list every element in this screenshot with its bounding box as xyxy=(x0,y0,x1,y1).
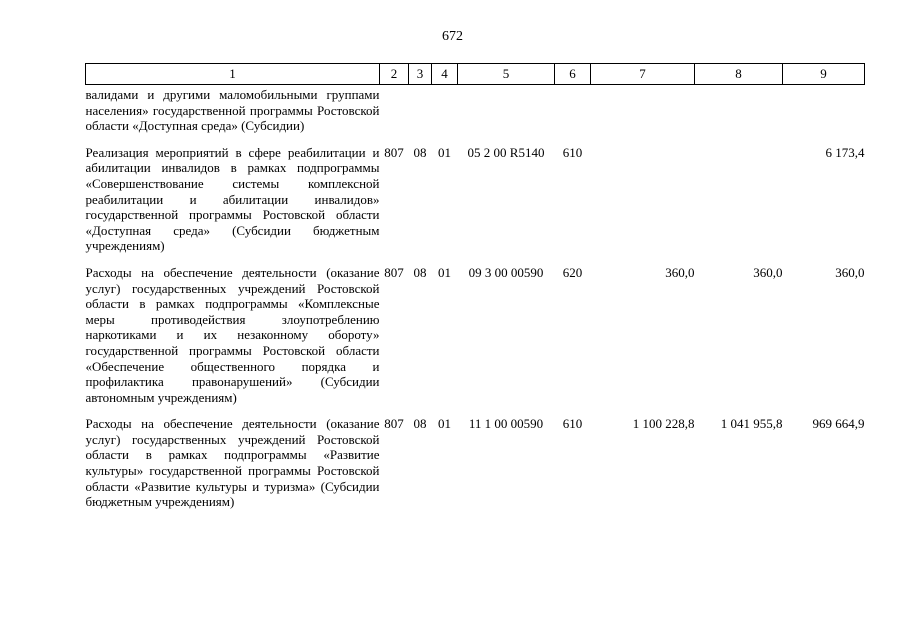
row-expense-type: 610 xyxy=(562,416,583,432)
row-description: валидами и другими маломобильными группами населения» государственной программы Ростовской области «Доступная среда» (Субсидии) xyxy=(85,87,380,134)
row-target-code: 05 2 00 R5140 xyxy=(467,144,545,160)
row-amount-col7 xyxy=(591,134,695,254)
row-amount-col9: 6 173,4 xyxy=(825,144,865,160)
row-amount-col8 xyxy=(695,134,783,254)
row-ministry-code xyxy=(380,85,409,134)
row-target-code: 09 3 00 00590 xyxy=(468,264,544,280)
header-col-5: 5 xyxy=(458,64,555,85)
row-section-code: 08 xyxy=(413,416,427,432)
row-amount-col7 xyxy=(591,85,695,134)
row-description: Расходы на обеспечение деятельности (оказание услуг) государственных учреждений Ростовской области в рамках подпрограммы «Развитие культуры» государственной программы Ростовской области «Развитие культуры и туризма» (Субсидии бюджетным учреждениям) xyxy=(85,416,380,510)
header-col-6: 6 xyxy=(555,64,591,85)
row-expense-type xyxy=(555,85,591,134)
row-amount-col8: 1 041 955,8 xyxy=(720,416,783,432)
header-row xyxy=(86,64,865,85)
header-col-1: 1 xyxy=(86,64,380,85)
row-amount-col9 xyxy=(783,85,865,134)
row-amount-col9: 360,0 xyxy=(835,264,865,280)
table-body xyxy=(86,85,865,510)
header-col-4: 4 xyxy=(432,64,458,85)
row-section-code: 08 xyxy=(413,264,427,280)
row-subsection-code xyxy=(432,85,458,134)
row-amount-col8: 360,0 xyxy=(753,264,783,280)
table-row xyxy=(86,254,865,405)
header-col-3: 3 xyxy=(409,64,432,85)
row-ministry-code: 807 xyxy=(384,264,404,280)
row-amount-col9: 969 664,9 xyxy=(812,416,865,432)
table-row xyxy=(86,85,865,134)
row-target-code: 11 1 00 00590 xyxy=(468,416,544,432)
table-row xyxy=(86,134,865,254)
row-amount-col7: 360,0 xyxy=(665,264,695,280)
row-amount-col8 xyxy=(695,85,783,134)
row-subsection-code: 01 xyxy=(438,264,451,280)
row-ministry-code: 807 xyxy=(384,416,404,432)
header-col-8: 8 xyxy=(695,64,783,85)
row-expense-type: 620 xyxy=(562,264,583,280)
header-col-7: 7 xyxy=(591,64,695,85)
row-subsection-code: 01 xyxy=(438,416,451,432)
header-col-9: 9 xyxy=(783,64,865,85)
row-target-code xyxy=(458,85,555,134)
table-header xyxy=(86,64,865,85)
row-subsection-code: 01 xyxy=(438,144,451,160)
header-col-2: 2 xyxy=(380,64,409,85)
row-ministry-code: 807 xyxy=(384,144,404,160)
row-section-code: 08 xyxy=(413,144,427,160)
row-description: Расходы на обеспечение деятельности (оказание услуг) государственных учреждений Ростовской области в рамках подпрограммы «Комплексные меры противодействия злоупотреблению наркотиками и их незаконному обороту» государственной программы Ростовской области «Обеспечение общественного порядка и профилактика правонарушений» (Субсидии автономным учреждениям) xyxy=(85,264,380,405)
row-expense-type: 610 xyxy=(562,144,583,160)
row-description: Реализация мероприятий в сфере реабилитации и абилитации инвалидов в рамках подпрограммы «Совершенствование системы комплексной реабилитации и абилитации инвалидов» государственной программы Ростовской области «Доступная среда» (Субсидии бюджетным учреждениям) xyxy=(85,144,380,254)
page-number: 672 xyxy=(442,29,463,44)
row-amount-col7: 1 100 228,8 xyxy=(632,416,695,432)
row-section-code xyxy=(409,85,432,134)
table-row xyxy=(86,405,865,510)
budget-table xyxy=(85,63,865,510)
